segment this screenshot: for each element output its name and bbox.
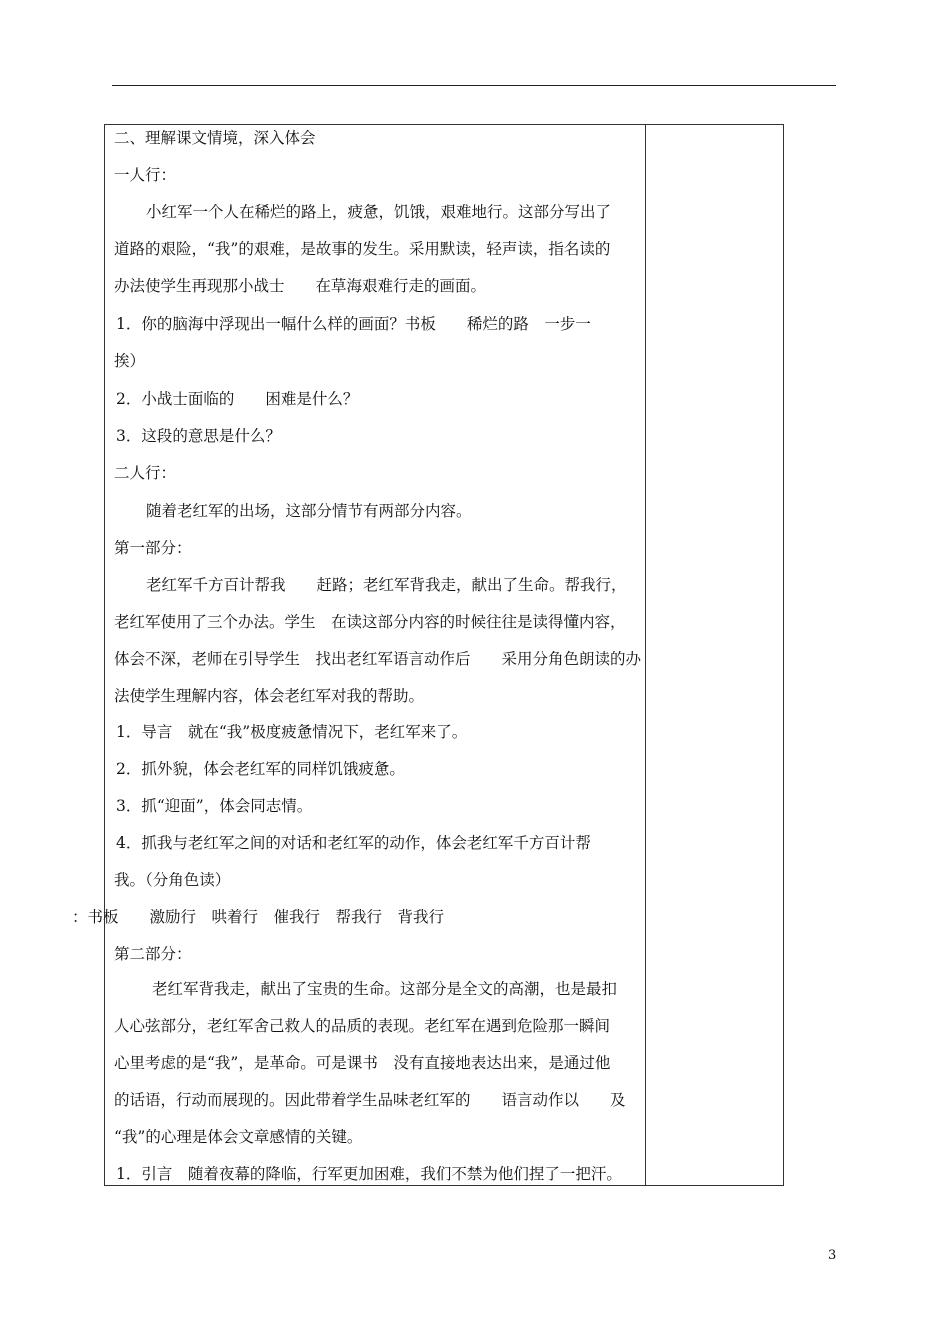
notes-column-divider [645, 125, 646, 1185]
paragraph-line: 老红军使用了三个办法。学生 在读这部分内容的时候往往是读得懂内容， [114, 613, 626, 631]
paragraph-line: 老红军千方百计帮我 赶路；老红军背我走，献出了生命。帮我行， [146, 576, 627, 594]
subheading-part-two: 第二部分： [114, 945, 192, 963]
paragraph-line: “我”的心理是体会文章感情的关键。 [114, 1128, 363, 1146]
paragraph-line: 道路的艰险，“我”的艰难，是故事的发生。采用默读，轻声读，指名读的 [114, 240, 611, 258]
list-item-continued: 我。（分角色读） [114, 871, 231, 889]
list-item-continued: 挨） [114, 352, 146, 370]
list-item: 2．抓外貌，体会老红军的同样饥饿疲惫。 [116, 760, 405, 778]
list-item: 3．抓“迎面”，体会同志情。 [116, 797, 313, 815]
paragraph-line: 小红军一个人在稀烂的路上，疲惫，饥饿，艰难地行。这部分写出了 [146, 203, 612, 221]
board-notes: ：书板 激励行 哄着行 催我行 帮我行 背我行 [72, 908, 445, 926]
paragraph-line: 人心弦部分，老红军舍己救人的品质的表现。老红军在遇到危险那一瞬间 [114, 1017, 611, 1035]
header-rule [112, 85, 836, 86]
list-item: 2．小战士面临的 困难是什么？ [116, 390, 359, 408]
list-item: 1．导言 就在“我”极度疲惫情况下，老红军来了。 [116, 723, 468, 741]
paragraph-line: 心里考虑的是“我”，是革命。可是课书 没有直接地表达出来，是通过他 [114, 1054, 611, 1072]
subheading-one-person: 一人行： [114, 166, 177, 184]
list-item: 3．这段的意思是什么？ [116, 427, 281, 445]
subheading-two-people: 二人行： [114, 464, 177, 482]
list-item: 1．你的脑海中浮现出一幅什么样的画面？书板 稀烂的路 一步一 [116, 315, 591, 333]
list-item: 4．抓我与老红军之间的对话和老红军的动作，体会老红军千方百计帮 [116, 834, 591, 852]
page-number: 3 [828, 1248, 837, 1263]
section-heading: 二、理解课文情境，深入体会 [114, 129, 316, 147]
paragraph-line: 体会不深，老师在引导学生 找出老红军语言动作后 采用分角色朗读的办 [114, 650, 642, 668]
subheading-part-one: 第一部分： [114, 539, 192, 557]
paragraph-line: 老红军背我走，献出了宝贵的生命。这部分是全文的高潮，也是最扣 [152, 980, 618, 998]
paragraph-line: 法使学生理解内容，体会老红军对我的帮助。 [114, 687, 425, 705]
paragraph-line: 办法使学生再现那小战士 在草海艰难行走的画面。 [114, 277, 487, 295]
paragraph-line: 随着老红军的出场，这部分情节有两部分内容。 [146, 502, 472, 520]
list-item: 1．引言 随着夜幕的降临，行军更加困难，我们不禁为他们捏了一把汗。 [116, 1165, 622, 1183]
paragraph-line: 的话语，行动而展现的。因此带着学生品味老红军的 语言动作以 及 [114, 1091, 626, 1109]
